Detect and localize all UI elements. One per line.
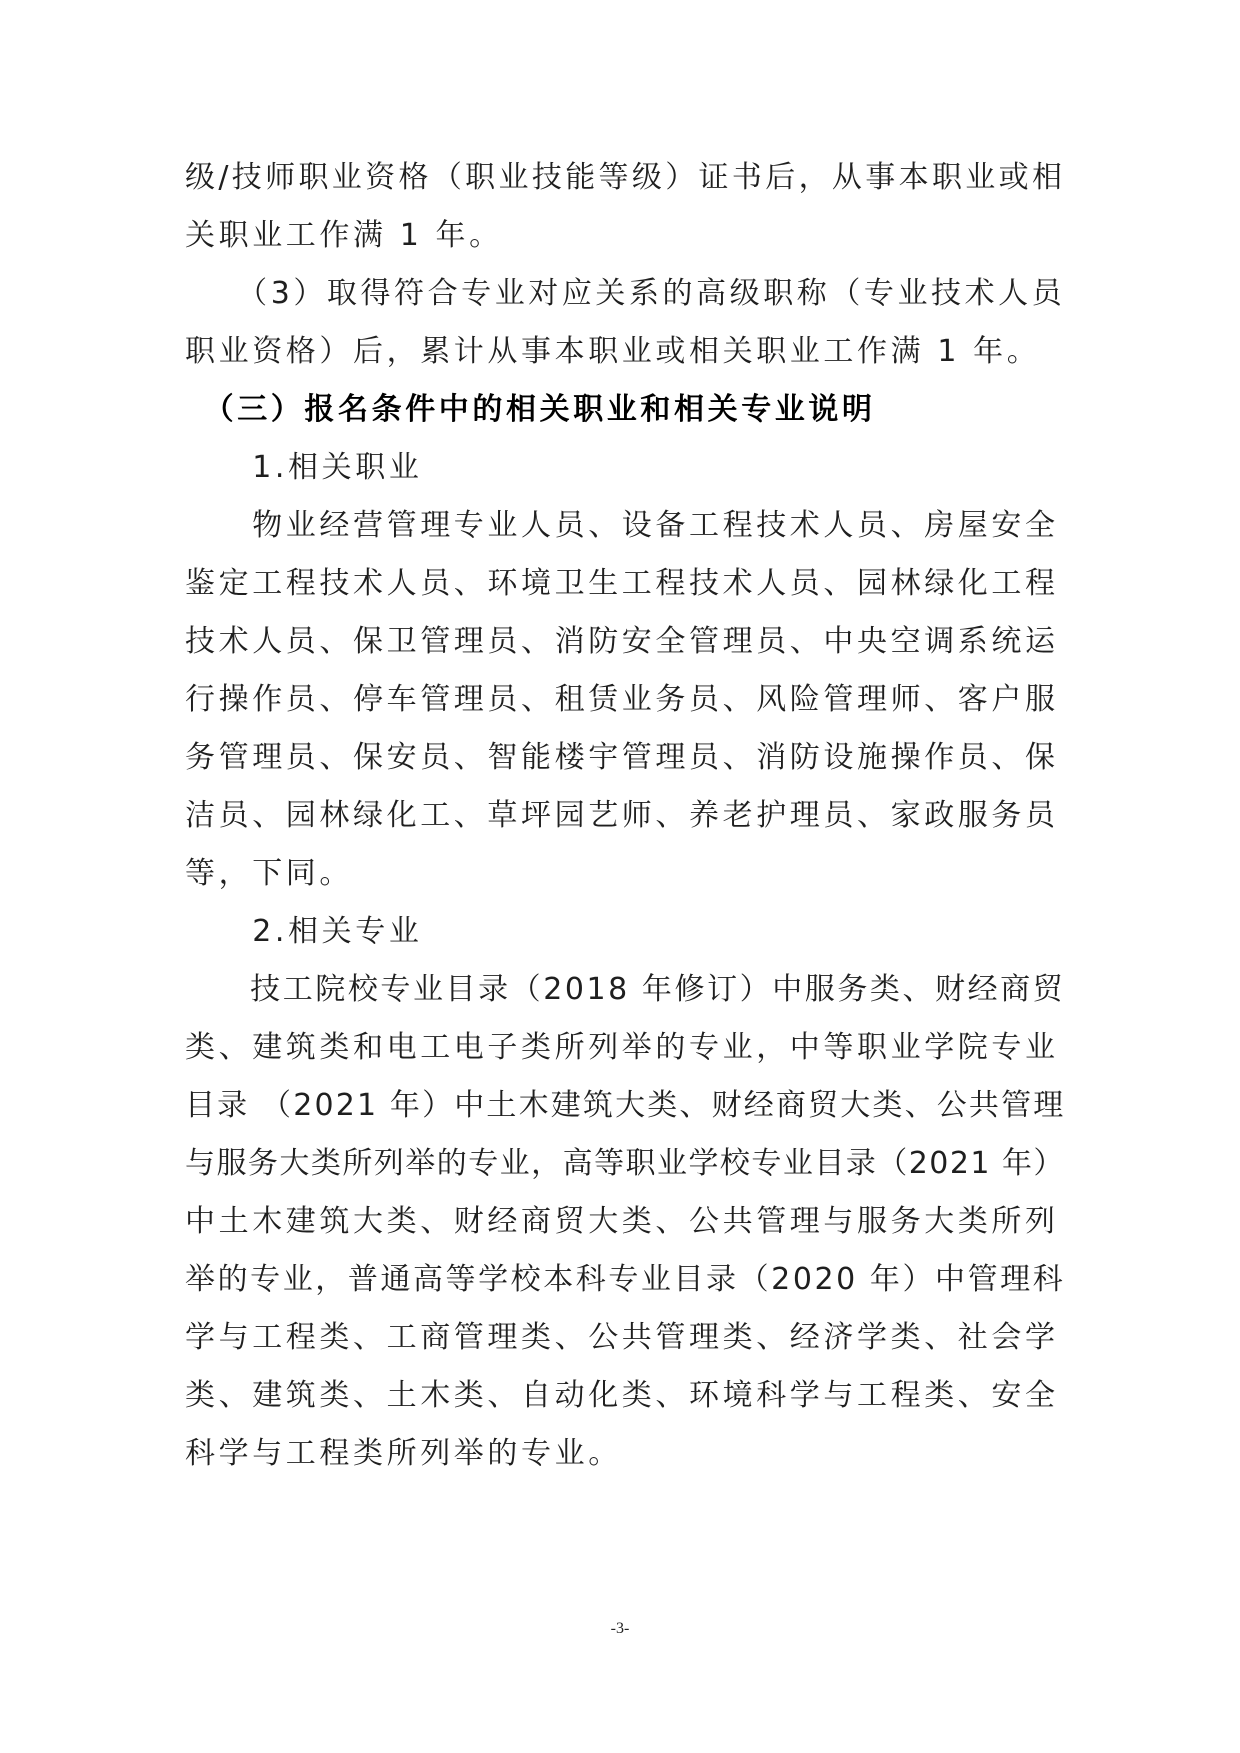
paragraph-line: （3）取得符合专业对应关系的高级职称（专业技术人员 — [185, 276, 1066, 311]
paragraph-line: 等，下同。 — [185, 856, 353, 891]
section-heading: （三）报名条件中的相关职业和相关专业说明 — [185, 392, 876, 427]
paragraph-line: 关职业工作满 1 年。 — [185, 218, 503, 253]
paragraph-line: 鉴定工程技术人员、环境卫生工程技术人员、园林绿化工程 — [185, 566, 1059, 601]
paragraph-line: 学与工程类、工商管理类、公共管理类、经济学类、社会学 — [185, 1320, 1059, 1355]
paragraph-line: 行操作员、停车管理员、租赁业务员、风险管理师、客户服 — [185, 682, 1059, 717]
page-number: -3- — [610, 1620, 630, 1637]
paragraph-line: 级/技师职业资格（职业技能等级）证书后，从事本职业或相 — [185, 160, 1066, 195]
subheading-related-majors: 2.相关专业 — [185, 914, 423, 949]
paragraph-line: 类、建筑类和电工电子类所列举的专业，中等职业学院专业 — [185, 1030, 1059, 1065]
paragraph-line: 技工院校专业目录（2018 年修订）中服务类、财经商贸 — [185, 972, 1066, 1007]
paragraph-line: 类、建筑类、土木类、自动化类、环境科学与工程类、安全 — [185, 1378, 1059, 1413]
subheading-related-occupations: 1.相关职业 — [185, 450, 423, 485]
paragraph-line: 中土木建筑大类、财经商贸大类、公共管理与服务大类所列 — [185, 1204, 1059, 1239]
paragraph-line: 技术人员、保卫管理员、消防安全管理员、中央空调系统运 — [185, 624, 1059, 659]
paragraph-line: 职业资格）后，累计从事本职业或相关职业工作满 1 年。 — [185, 334, 1041, 369]
paragraph-line: 与服务大类所列举的专业，高等职业学校专业目录（2021 年） — [185, 1146, 1065, 1181]
paragraph-line: 物业经营管理专业人员、设备工程技术人员、房屋安全 — [185, 508, 1059, 543]
paragraph-line: 务管理员、保安员、智能楼宇管理员、消防设施操作员、保 — [185, 740, 1059, 775]
paragraph-line: 科学与工程类所列举的专业。 — [185, 1436, 622, 1471]
paragraph-line: 目录 （2021 年）中土木建筑大类、财经商贸大类、公共管理 — [185, 1088, 1066, 1123]
paragraph-line: 洁员、园林绿化工、草坪园艺师、养老护理员、家政服务员 — [185, 798, 1059, 833]
paragraph-line: 举的专业，普通高等学校本科专业目录（2020 年）中管理科 — [185, 1262, 1066, 1297]
